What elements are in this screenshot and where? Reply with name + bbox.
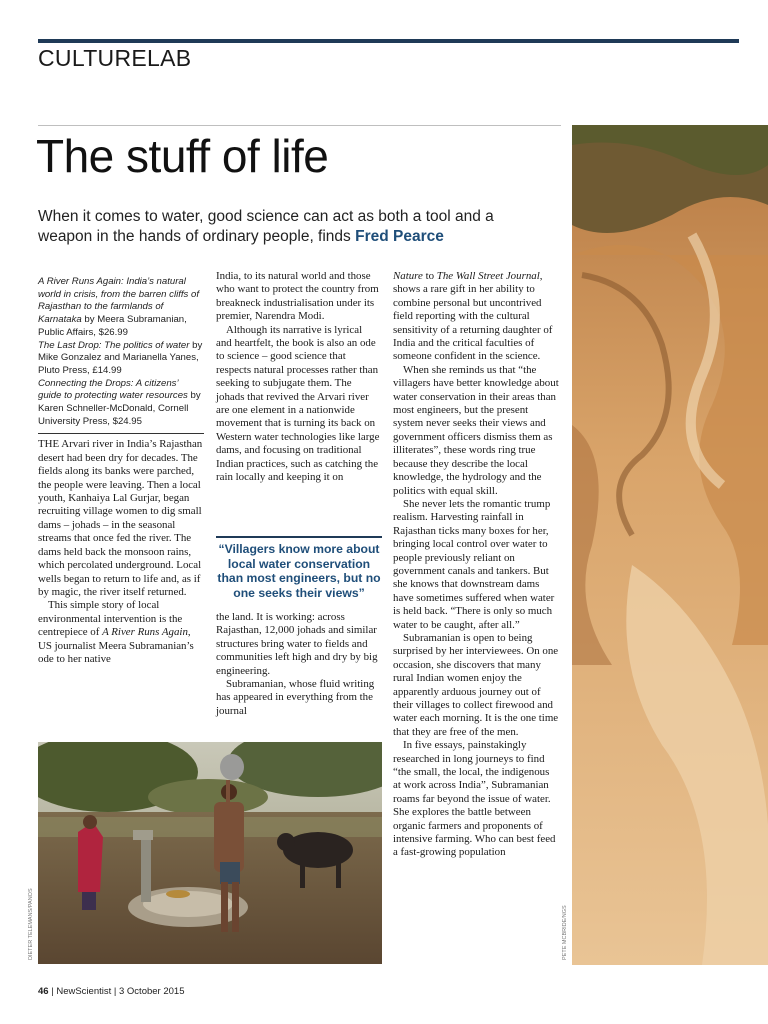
paragraph xyxy=(393,270,559,364)
column-2-continued xyxy=(216,611,380,718)
book-list-divider xyxy=(38,433,204,434)
village-well-photo xyxy=(38,742,382,964)
standfirst xyxy=(38,207,498,247)
top-rule xyxy=(38,39,739,43)
page-footer: 46 | NewScientist | 3 October 2015 xyxy=(38,986,185,997)
body-text xyxy=(393,270,559,860)
book-list xyxy=(38,276,204,428)
text-run: to xyxy=(422,270,437,282)
standfirst-text: When it comes to water, good science can act as both a tool and a weapon in the hands of ordinary people, finds xyxy=(38,208,494,245)
headline-rule xyxy=(38,125,561,126)
text-run: , shows a rare gift in her ability to combine personal but uncontrived field reporting with the cultural sensitivity of a returning daughter of India and the critical faculties of someone confident in the science. xyxy=(393,270,553,363)
headline: The stuff of life xyxy=(36,130,329,182)
paragraph xyxy=(38,599,204,666)
book-title: Connecting the Drops: A citizens’ guide to protecting water resources xyxy=(38,377,188,402)
book-entry xyxy=(38,276,204,340)
book-title: A River Runs Again: India’s natural world in crisis, from the barren cliffs of Rajasthan to the farmlands of Karnataka xyxy=(38,276,200,326)
text-run: , US journalist Meera Subramanian’s ode to her native xyxy=(38,626,194,665)
book-title: The Last Drop: The politics of water xyxy=(38,339,190,351)
paragraph: In five essays, painstakingly researched in long journeys to find “the small, the local, the indigenous at work across India”, Subramanian roams far beyond the issue of water. She explores the battle between organic farmers and proponents of intensive farming. Who can best feed a fast-growing population xyxy=(393,739,556,859)
book-details: by Karen Schneller-McDonald, Cornell University Press, $24.95 xyxy=(38,390,201,427)
book-title-inline: A River Runs Again xyxy=(102,626,188,639)
body-text xyxy=(216,270,380,485)
column-3 xyxy=(393,270,559,860)
paragraph: the land. It is working: across Rajasthan, 12,000 johads and similar structures bring water to fields and communities left high and dry by big engineering. xyxy=(216,611,378,677)
aerial-riverbed-photo xyxy=(572,125,768,965)
magazine-name: NewScientist xyxy=(56,986,112,997)
paragraph: Subramanian, whose fluid writing has appeared in everything from the journal xyxy=(216,678,375,717)
body-text xyxy=(216,611,380,718)
photo-credit-1: DIETER TELEMANS/PANOS xyxy=(28,888,34,960)
paragraph: Although its narrative is lyrical and heartfelt, the book is also an ode to science – good science that respects natural processes rather than seeking to subjugate them. The johads that revived the Arvari river are one element in a nationwide movement that is turning its back on Western water technologies like large dams, and focusing on traditional Indian practices, such as catching the rain locally and keeping it on xyxy=(216,323,380,484)
text-run: This simple story of local environmental intervention is the centrepiece of xyxy=(38,599,183,639)
photo-credit-2: PETE MCBRIDE/NGS xyxy=(562,905,568,960)
publication-name: Nature xyxy=(393,270,423,282)
paragraph: India, to its natural world and those who want to protect the country from breakneck industrialisation under its premier, Narendra Modi. xyxy=(216,270,379,323)
book-entry xyxy=(38,340,204,378)
body-text xyxy=(38,438,204,666)
column-2 xyxy=(216,270,380,485)
book-details: by Meera Subramanian, Public Affairs, $26.99 xyxy=(38,314,187,338)
publication-name: The Wall Street Journal xyxy=(436,270,540,282)
page-number: 46 xyxy=(38,986,49,997)
book-entry xyxy=(38,378,204,429)
column-1 xyxy=(38,276,204,666)
book-details: by Mike Gonzalez and Marianella Yanes, Pluto Press, £14.99 xyxy=(38,339,203,376)
byline-author: Fred Pearce xyxy=(355,228,444,245)
paragraph: THE Arvari river in India’s Rajasthan desert had been dry for decades. The fields along its banks were parched, the people were leaving. Then a local youth, Kanhaiya Lal Gurjar, began recruiting village women to dig small dams – johads – in the seasonal streams that once fed the river. The dams held back the monsoon rains, which percolated underground. Local wells began to return to life and, as if by magic, the river itself returned. xyxy=(38,438,203,598)
paragraph: Subramanian is open to being surprised by her interviewees. On one occasion, she discovers that many rural Indian women enjoy the apparently arduous journey out of their villages to collect firewood and water each morning. It is the one time that they are free of the men. xyxy=(393,631,559,738)
issue-date: 3 October 2015 xyxy=(119,986,185,997)
paragraph: When she reminds us that “the villagers have better knowledge about water conservation in their areas than most engineers, but the present system never seeks their views and government officers dismiss them as illiterates”, these words ring true because they describe the local knowledge, the hydrology and the politics with equal skill. xyxy=(393,363,559,497)
section-title: CULTURELAB xyxy=(38,45,192,71)
pull-quote: “Villagers know more about local water conservation than most engineers, but no one seeks their views” xyxy=(216,536,382,600)
paragraph: She never lets the romantic trump realism. Harvesting rainfall in Rajasthan ticks many boxes for her, bringing local control over water to people previously reliant on government canals and tankers. But she knows that downstream dams have sometimes suffered when water is held back. “There is only so much water to be caught, after all.” xyxy=(393,497,555,631)
